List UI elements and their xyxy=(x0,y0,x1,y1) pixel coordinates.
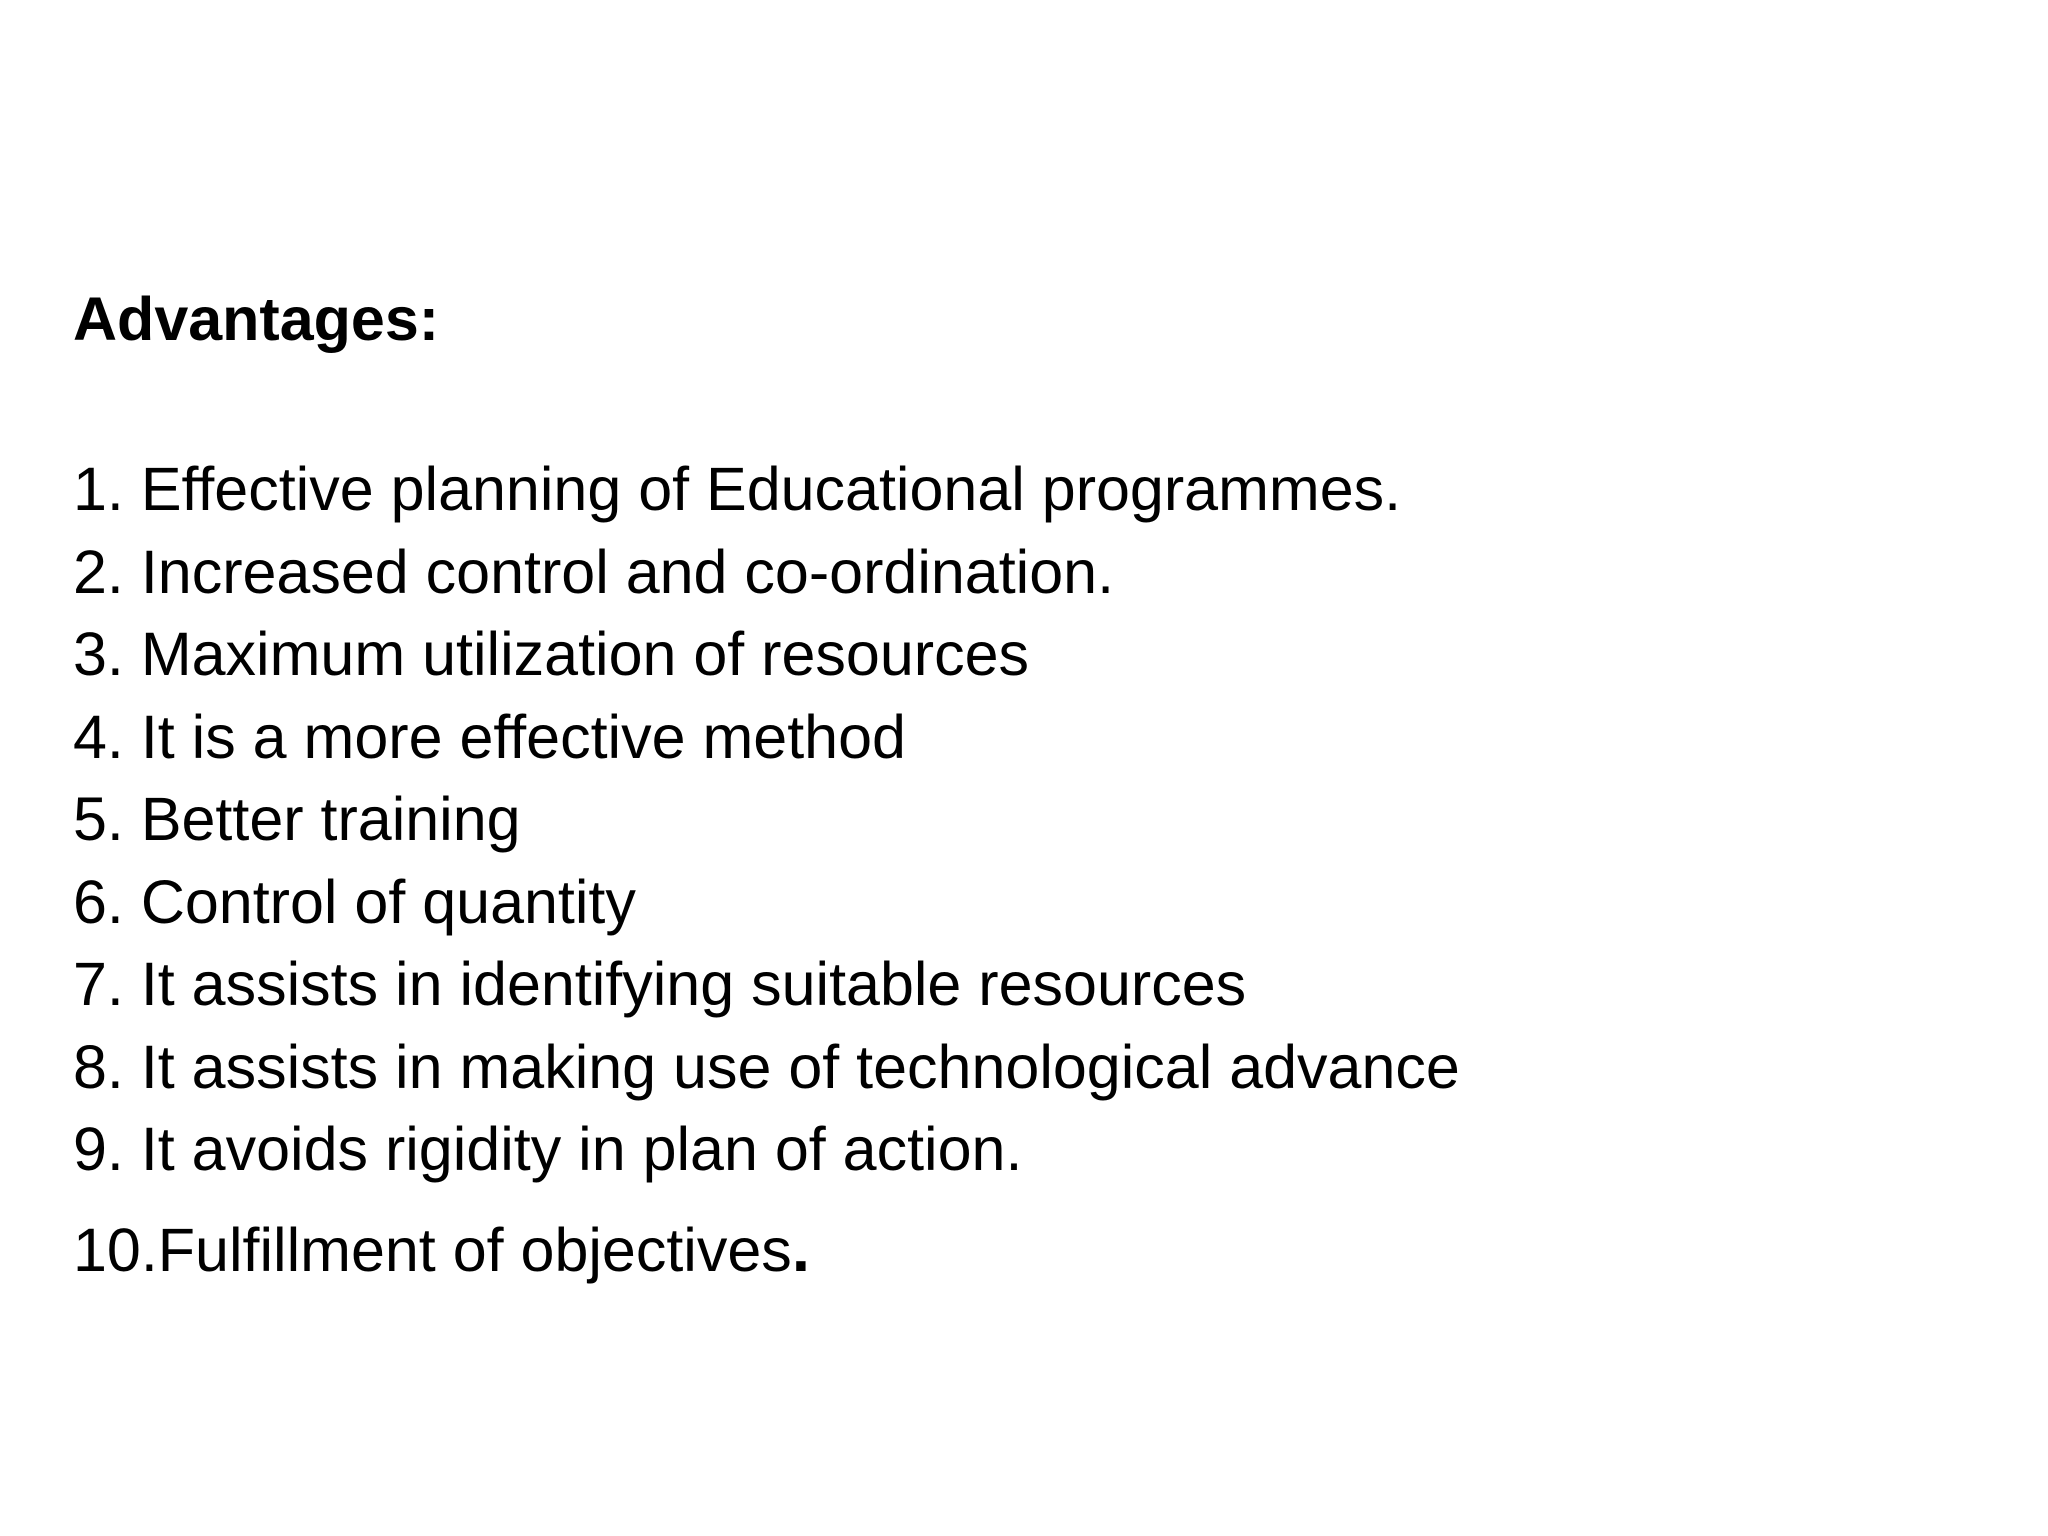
list-item: 3. Maximum utilization of resources xyxy=(73,620,1030,688)
list-item: 1. Effective planning of Educational programmes. xyxy=(73,455,1402,523)
list-item: 7. It assists in identifying suitable resources xyxy=(73,950,1247,1018)
list-item: 6. Control of quantity xyxy=(73,867,636,936)
list-item-period: . xyxy=(791,1210,811,1285)
list-item: 9. It avoids rigidity in plan of action. xyxy=(73,1115,1023,1183)
slide-heading: Advantages: xyxy=(73,285,440,353)
list-item: 2. Increased control and co-ordination. xyxy=(73,537,1115,606)
list-item: 8. It assists in making use of technological advance xyxy=(73,1032,1460,1101)
list-item: 4. It is a more effective method xyxy=(73,702,906,771)
advantages-list xyxy=(73,448,1460,1293)
list-item: 5. Better training xyxy=(73,785,521,853)
list-item xyxy=(73,1203,1460,1293)
list-item-text: 10.Fulfillment of objectives xyxy=(73,1215,792,1284)
